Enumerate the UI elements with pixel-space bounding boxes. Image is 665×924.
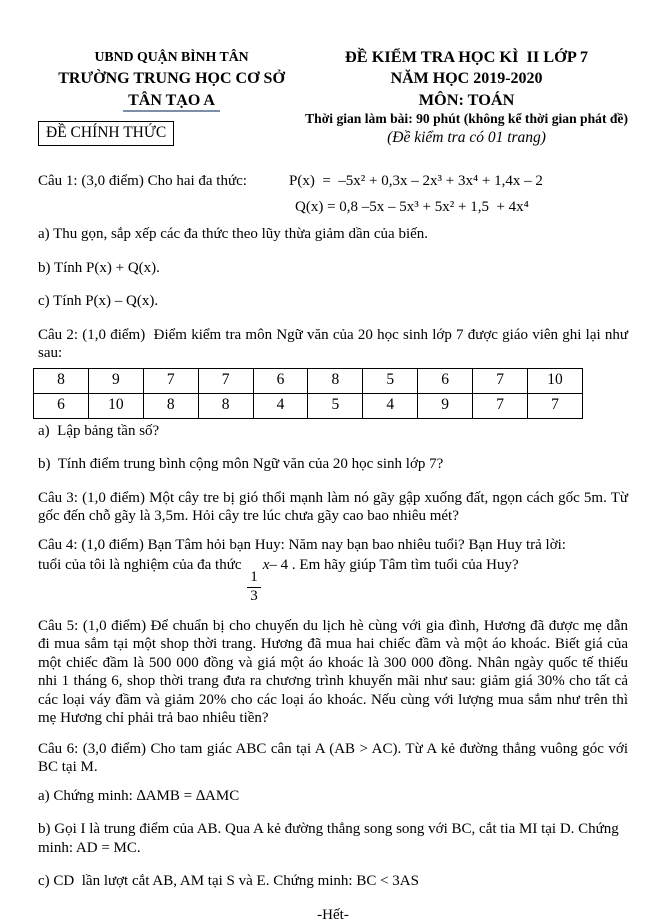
score-cell: 6 bbox=[34, 393, 89, 418]
score-cell: 10 bbox=[528, 368, 583, 393]
question-1-part-b: b) Tính P(x) + Q(x). bbox=[38, 259, 628, 278]
score-cell: 8 bbox=[143, 393, 198, 418]
score-cell: 4 bbox=[253, 393, 308, 418]
question-4-suffix: . Em hãy giúp Tâm tìm tuổi của Huy? bbox=[288, 557, 519, 573]
score-cell: 6 bbox=[418, 368, 473, 393]
question-2-part-b: b) Tính điểm trung bình cộng môn Ngữ văn của 20 học sinh lớp 7? bbox=[38, 455, 628, 474]
school-branch-underlined: TÂN TẠO A bbox=[123, 92, 220, 112]
score-cell: 7 bbox=[143, 368, 198, 393]
fraction-numerator: 1 bbox=[247, 570, 261, 588]
score-table bbox=[33, 368, 583, 419]
subject-name: MÔN: TOÁN bbox=[305, 90, 628, 110]
header-right-column bbox=[305, 46, 628, 148]
score-table-row bbox=[34, 393, 583, 418]
score-cell: 4 bbox=[363, 393, 418, 418]
exam-header bbox=[38, 46, 628, 148]
score-cell: 6 bbox=[253, 368, 308, 393]
score-cell: 9 bbox=[418, 393, 473, 418]
fraction-one-third bbox=[247, 570, 261, 605]
question-1-part-c: c) Tính P(x) – Q(x). bbox=[38, 292, 628, 311]
official-label-row bbox=[38, 121, 305, 146]
score-cell: 10 bbox=[88, 393, 143, 418]
question-6-part-c: c) CD lần lượt cắt AB, AM tại S và E. Chứng minh: BC < 3AS bbox=[38, 872, 628, 891]
score-cell: 5 bbox=[363, 368, 418, 393]
score-cell: 5 bbox=[308, 393, 363, 418]
score-cell: 9 bbox=[88, 368, 143, 393]
exam-duration: Thời gian làm bài: 90 phút (không kể thời gian phát đề) bbox=[305, 110, 628, 127]
score-table-body bbox=[34, 368, 583, 418]
question-1-intro-row bbox=[38, 172, 628, 191]
polynomial-q-equation: Q(x) = 0,8 –5x – 5x³ + 5x² + 1,5 + 4x⁴ bbox=[295, 198, 628, 217]
school-year: NĂM HỌC 2019-2020 bbox=[305, 68, 628, 90]
school-name: TRƯỜNG TRUNG HỌC CƠ SỞ bbox=[38, 68, 305, 90]
question-1-part-a: a) Thu gọn, sắp xếp các đa thức theo lũy thừa giảm dần của biến. bbox=[38, 225, 628, 244]
question-4-line1: Câu 4: (1,0 điểm) Bạn Tâm hỏi bạn Huy: Năm nay bạn bao nhiêu tuổi? Bạn Huy trả lời: bbox=[38, 536, 628, 555]
header-left-column bbox=[38, 46, 305, 148]
question-1-intro: Câu 1: (3,0 điểm) Cho hai đa thức: bbox=[38, 172, 289, 191]
score-cell: 8 bbox=[308, 368, 363, 393]
question-2-intro: Câu 2: (1,0 điểm) Điểm kiểm tra môn Ngữ văn của 20 học sinh lớp 7 được giáo viên ghi lại như sau: bbox=[38, 326, 628, 363]
score-cell: 8 bbox=[34, 368, 89, 393]
question-3-text: Câu 3: (1,0 điểm) Một cây tre bị gió thổi mạnh làm nó gãy gập xuống đất, ngọn cách gốc 5m. Từ gốc đến chỗ gãy là 3,5m. Hỏi cây tre lúc chưa gãy cao bao nhiêu mét? bbox=[38, 489, 628, 526]
end-of-exam-mark: -Hết- bbox=[38, 906, 628, 924]
question-4-prefix: tuổi của tôi là nghiệm của đa thức bbox=[38, 557, 245, 573]
polynomial-p-equation: P(x) = –5x² + 0,3x – 2x³ + 3x⁴ + 1,4x – 2 bbox=[289, 172, 543, 191]
pages-note: (Đề kiểm tra có 01 trang) bbox=[305, 127, 628, 148]
question-6-part-a: a) Chứng minh: ∆AMB = ∆AMC bbox=[38, 787, 628, 806]
org-name: UBND QUẬN BÌNH TÂN bbox=[38, 46, 305, 68]
official-exam-label: ĐỀ CHÍNH THỨC bbox=[38, 121, 174, 146]
question-5-text: Câu 5: (1,0 điểm) Để chuẩn bị cho chuyến du lịch hè cùng với gia đình, Hương đã được mẹ dẫn đi mua sắm tại một shop thời trang. Hương đã mua hai chiếc đầm và một áo khoác. Biết giá của một chiếc đầm là 500 000 đồng và giá một áo khoác là 300 000 đồng. Nhân ngày quốc tế thiếu nhi 1 tháng 6, shop thời trang đưa ra chương trình khuyến mãi như sau: giảm giá 30% cho tất cả các loại váy đầm và giảm 20% cho các loại áo khoác. Nếu cùng với lượng mua sắm như trên thì mẹ Hương chỉ phải trả bao nhiêu tiền? bbox=[38, 617, 628, 728]
fraction-tail: – 4 bbox=[269, 557, 288, 573]
school-branch bbox=[38, 90, 305, 112]
score-cell: 7 bbox=[473, 368, 528, 393]
question-4-line2 bbox=[38, 556, 628, 605]
fraction-variable: x bbox=[263, 557, 270, 573]
fraction-denominator: 3 bbox=[247, 588, 261, 605]
question-2-part-a: a) Lập bảng tần số? bbox=[38, 422, 628, 441]
score-cell: 8 bbox=[198, 393, 253, 418]
score-cell: 7 bbox=[198, 368, 253, 393]
question-6-intro: Câu 6: (3,0 điểm) Cho tam giác ABC cân tại A (AB > AC). Từ A kẻ đường thẳng vuông góc với BC tại M. bbox=[38, 740, 628, 777]
exam-title: ĐỀ KIỂM TRA HỌC KÌ II LỚP 7 bbox=[305, 46, 628, 68]
score-table-row bbox=[34, 368, 583, 393]
question-6-part-b: b) Gọi I là trung điểm của AB. Qua A kẻ đường thẳng song song với BC, cắt tia MI tại D. Chứng minh: AD = MC. bbox=[38, 820, 628, 857]
score-cell: 7 bbox=[473, 393, 528, 418]
score-cell: 7 bbox=[528, 393, 583, 418]
